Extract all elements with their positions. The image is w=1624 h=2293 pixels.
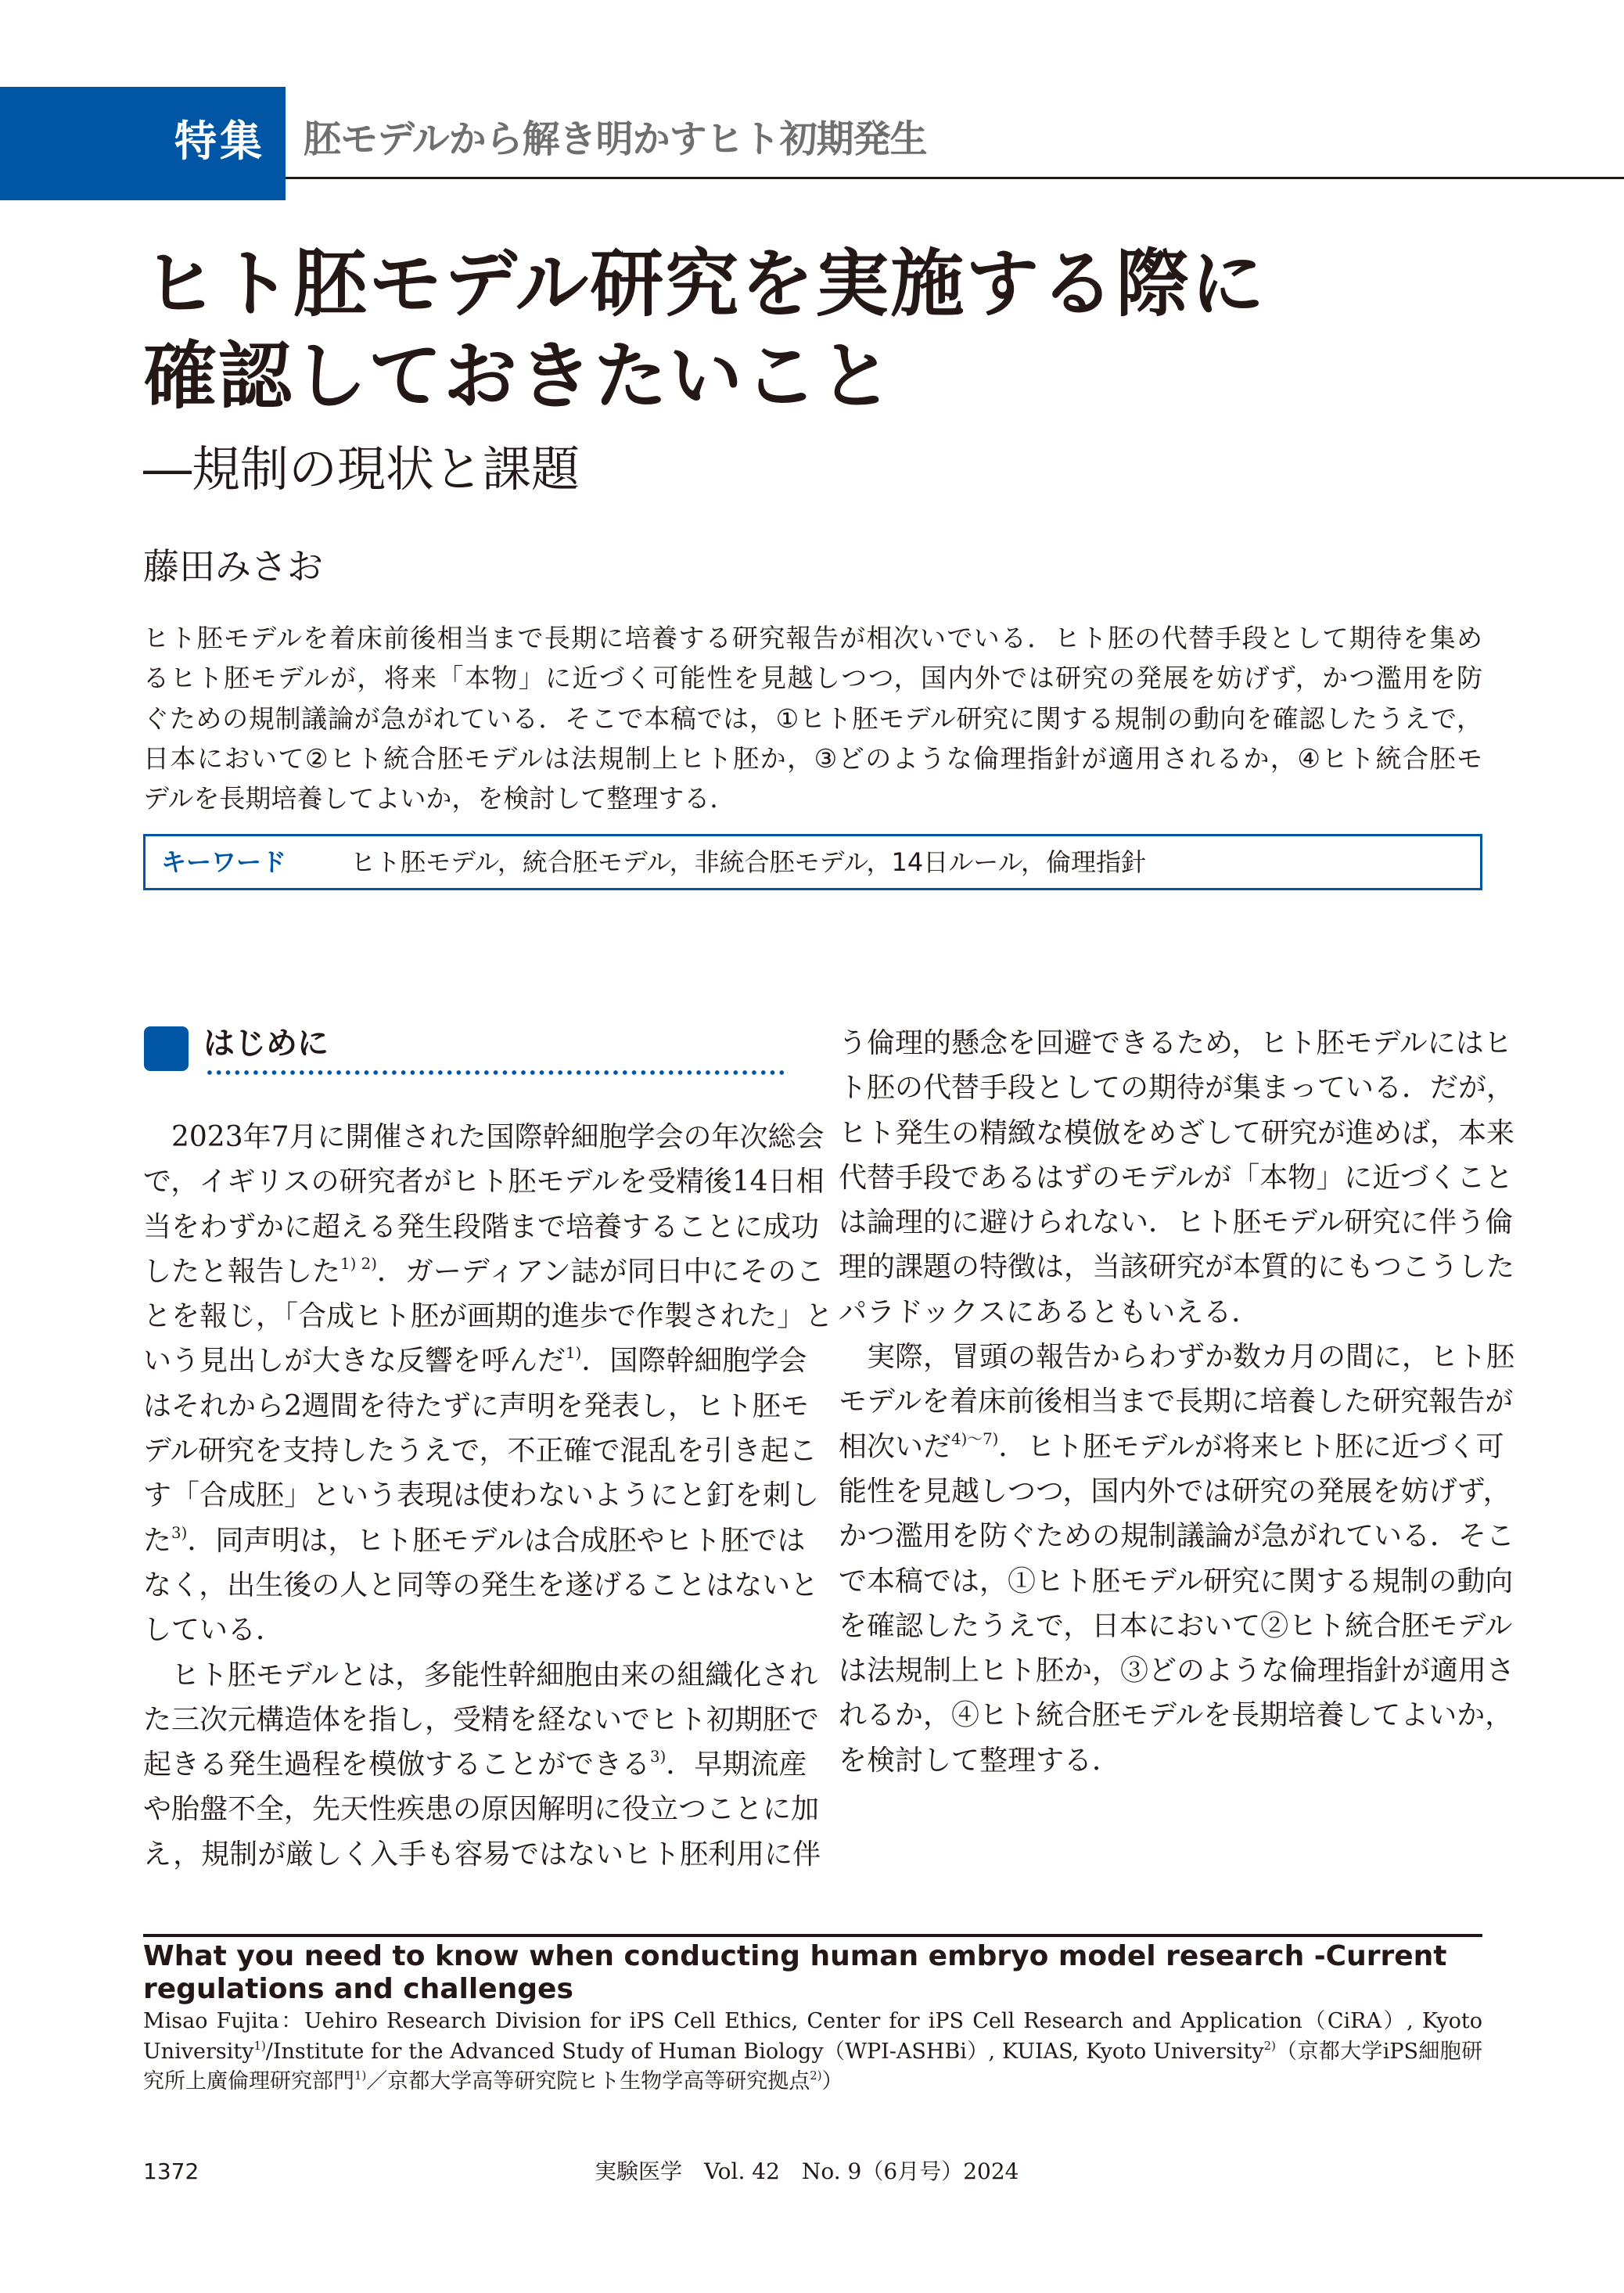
body-line: ヒト胚モデルとは，多能性幹細胞由来の組織化され [171,1659,818,1691]
affiliation-ref: 2) [1263,2038,1276,2053]
body-line: え，規制が厳しく入手も容易ではないヒト胚利用に伴 [143,1838,821,1871]
series-label: 特集 [174,117,265,166]
citation-ref[interactable]: 4)～7) [951,1429,999,1448]
english-section-divider [143,1934,1482,1937]
abstract-line: 日本において②ヒト統合胚モデルは法規制上ヒト胚か，③どのような倫理指針が適用されるか，④ヒト統合胚モ [143,742,1482,774]
series-title: 胚モデルから解き明かすヒト初期発生 [304,117,927,161]
body-line: している． [143,1614,285,1647]
body-line: う倫理的懸念を回避できるため，ヒト胚モデルにはヒ [839,1027,1512,1059]
affiliation-ref: 1) [253,2038,266,2053]
keyword-box [143,834,1482,890]
affiliation-ref: 1) [354,2068,367,2083]
abstract-line: ヒト胚モデルを着床前後相当まで長期に培養する研究報告が相次いでいる．ヒト胚の代替手段として期待を集め [143,623,1482,653]
body-text: ．ヒト胚モデルが将来ヒト胚に近づく可 [998,1430,1504,1463]
body-line: を確認したうえで，日本において②ヒト統合胚モデル [839,1609,1513,1642]
body-text: 起きる発生過程を模倣することができる [143,1749,651,1781]
body-text: 相次いだ [839,1430,952,1463]
body-line: モデルを着床前後相当まで長期に培養した研究報告が [839,1386,1514,1418]
author-affiliation [143,2007,1482,2097]
body-text: ．国際幹細胞学会 [581,1345,807,1378]
body-line: で本稿では，①ヒト胚モデル研究に関する規制の動向 [839,1565,1514,1598]
body-line: 能性を見越しつつ，国内外では研究の発展を妨げず， [839,1475,1511,1508]
body-line: た三次元構造体を指し，受精を経ないでヒト初期胚で [143,1703,820,1736]
body-line: 理的課題の特徴は，当該研究が本質的にもつこうした [839,1251,1515,1284]
body-text: したと報告した [143,1255,341,1288]
body-line: かつ濫用を防ぐための規制議論が急がれている．そこ [839,1520,1515,1553]
body-line: で，イギリスの研究者がヒト胚モデルを受精後14日相 [143,1166,825,1199]
body-line: はそれから2週間を待たずに声明を発表し，ヒト胚モ [143,1389,809,1422]
body-line: は論理的に避けられない．ヒト胚モデル研究に伴う倫 [839,1206,1514,1239]
body-line: ト胚の代替手段としての期待が集まっている．だが， [839,1072,1515,1105]
page-number: 1372 [143,2158,199,2184]
series-band [0,87,286,200]
body-line: は法規制上ヒト胚か，③どのような倫理指針が適用さ [839,1655,1515,1687]
body-line: す「合成胚」という表現は使わないようにと釘を刺し [143,1479,820,1512]
body-line: とを報じ，「合成ヒト胚が画期的進歩で作製された」と [143,1300,834,1333]
abstract [143,618,1482,818]
body-line [143,1339,807,1383]
body-line [143,1249,825,1294]
body-text: ．同声明は，ヒト胚モデルは合成胚やヒト胚では [187,1524,806,1557]
body-line: ヒト発生の精緻な模倣をめざして研究が進めば，本来 [839,1116,1515,1149]
section-heading: はじめに [203,1026,329,1062]
body-column-right [839,1021,1515,1783]
author-name: 藤田みさお [143,545,323,588]
abstract-line: ぐための規制議論が急がれている．そこで本稿では，①ヒト胚モデル研究に関する規制の動向を確認したうえで， [143,703,1482,734]
article-title-line: 確認しておきたいこと [143,334,895,419]
citation-ref[interactable]: 3) [171,1523,188,1542]
section-marker-icon [144,1026,189,1071]
header-divider [286,177,1624,179]
affiliation-text: ） [821,2069,843,2094]
article-subtitle: ―規制の現状と課題 [143,440,580,498]
keyword-label: キーワード [161,847,287,877]
body-line: や胎盤不全，先天性疾患の原因解明に役立つことに加 [143,1793,820,1826]
english-title: What you need to know when conducting human embryo model research -Current regulations and challenges [143,1940,1447,2005]
body-line: を検討して整理する． [839,1744,1121,1777]
affiliation-text: Misao Fujita：Uehiro Research Division for iPS Cell Ethics, Center for iPS Cell Research and Application（CiRA）, Kyoto University [143,2009,1482,2064]
body-text: た [143,1524,172,1557]
keyword-list: ヒト胚モデル，統合胚モデル，非統合胚モデル，14日ルール，倫理指針 [350,847,1147,877]
abstract-line: デルを長期培養してよいか，を検討して整理する． [143,783,736,814]
abstract-line: るヒト胚モデルが，将来「本物」に近づく可能性を見越しつつ，国内外では研究の発展を妨げず，かつ濫用を防 [143,663,1482,694]
affiliation-text: /Institute for the Advanced Study of Human Biology（WPI-ASHBi）, KUIAS, Kyoto University [265,2039,1264,2064]
body-line: デル研究を支持したうえで，不正確で混乱を引き起こ [143,1435,817,1468]
citation-ref[interactable]: 1) 2) [340,1255,377,1274]
body-line: 2023年7月に開催された国際幹細胞学会の年次総会 [171,1121,825,1153]
body-text: いう見出しが大きな反響を呼んだ [143,1345,566,1378]
body-line [143,1518,806,1563]
body-text: ．早期流産 [666,1749,807,1781]
body-line: パラドックスにあるともいえる． [839,1296,1260,1328]
body-column-left [143,1115,834,1877]
affiliation-text: （京都大学iPS細胞研究所上廣倫理研究部門 [143,2039,1482,2094]
body-line: れるか，④ヒト統合胚モデルを長期培養してよいか， [839,1699,1514,1732]
affiliation-ref: 2) [810,2068,822,2083]
body-line: 当をわずかに超える発生段階まで培養することに成功 [143,1210,820,1243]
body-line: 代替手段であるはずのモデルが「本物」に近づくこと [839,1161,1514,1194]
body-line: なく，出生後の人と同等の発生を遂げることはないと [143,1569,819,1601]
citation-ref[interactable]: 3) [650,1748,666,1766]
affiliation-text: ／京都大学高等研究院ヒト生物学高等研究拠点 [366,2069,810,2094]
body-line [839,1425,1504,1469]
body-line: 実際，冒頭の報告からわずか数カ月の間に，ヒト胚 [867,1341,1515,1374]
section-dotted-divider [205,1070,788,1075]
article-title-line: ヒト胚モデル研究を実施する際に [143,242,1267,327]
body-line [143,1742,807,1787]
citation-ref[interactable]: 1) [566,1344,582,1363]
body-text: ．ガーディアン誌が同日中にそのこ [376,1255,825,1288]
article-title [143,239,1266,423]
journal-citation: 実験医学 Vol. 42 No. 9（6月号）2024 [595,2158,1019,2184]
